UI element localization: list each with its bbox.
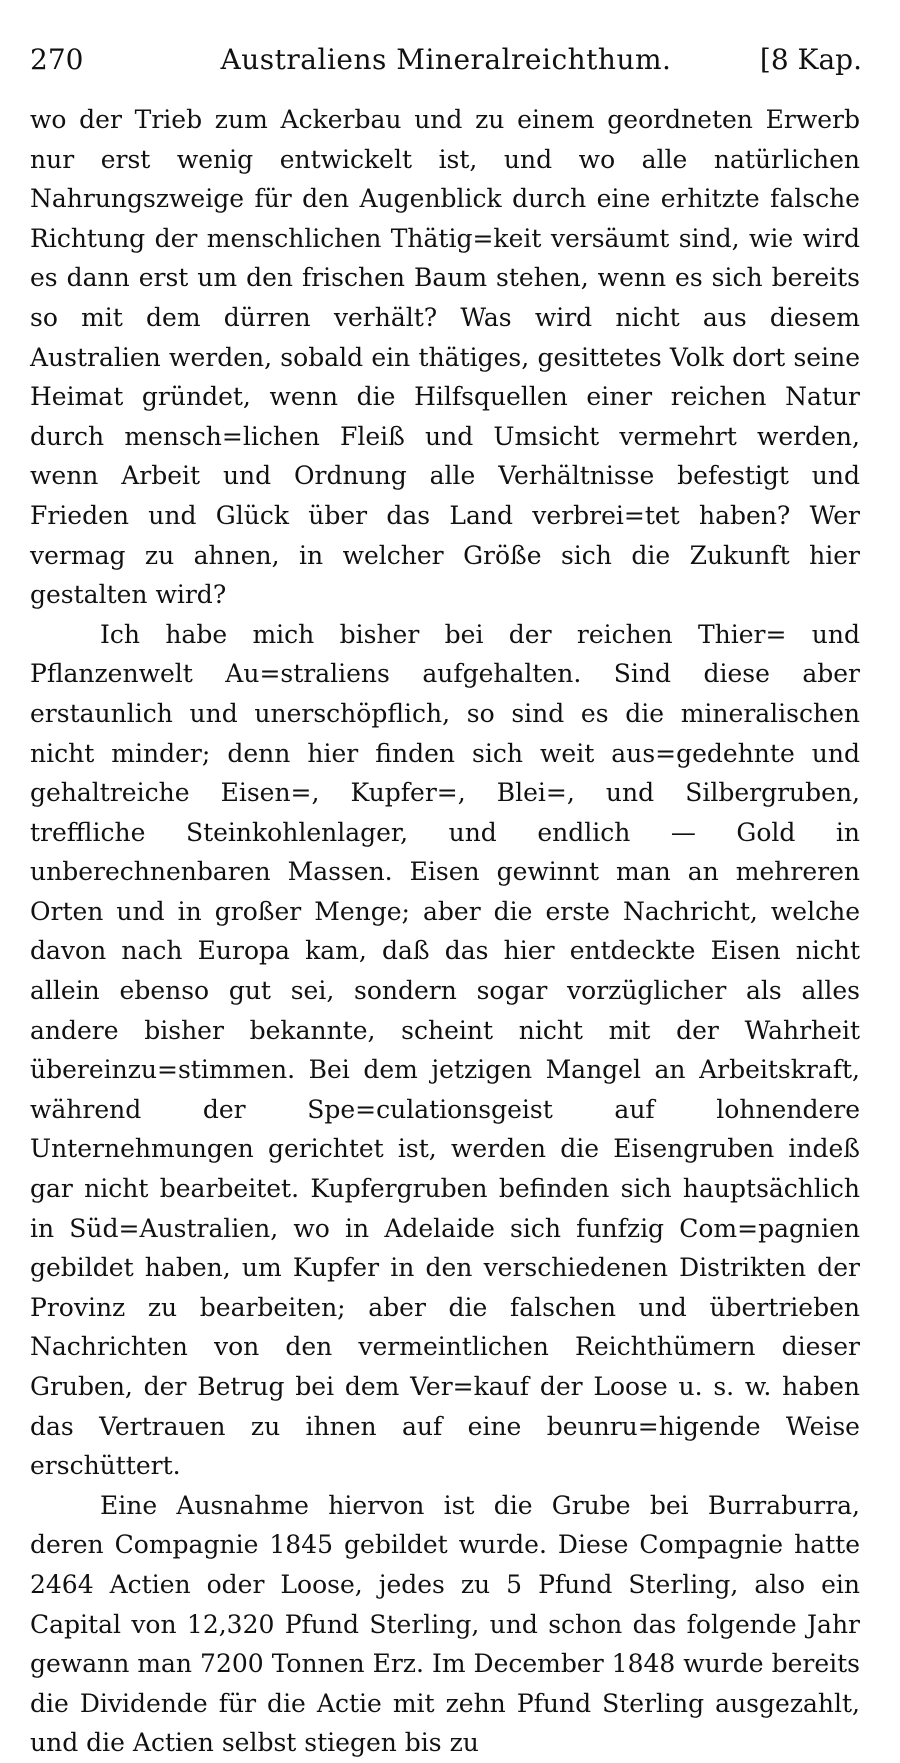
text-line: Augenblick durch eine erhitzte falsche Richtung der menschlichen Thätig= (30, 184, 860, 253)
text-line: gedehnte und gehaltreiche Eisen=, Kupfer=, Blei=, und Silbergruben, (30, 738, 860, 808)
text-line: Compagnie 1845 gebildet wurde. Diese Compagnie hatte 2464 Actien (30, 1530, 860, 1599)
body-text (30, 100, 860, 1763)
text-line: alle Verhältnisse befestigt und Frieden und Glück über das Land verbrei= (30, 461, 861, 530)
text-line: mit zehn Pfund Sterling ausgezahlt, und die Actien selbst stiegen bis zu (30, 1688, 860, 1758)
text-line: Provinz zu bearbeiten; aber die falschen und übertrieben Nachrichten von (30, 1292, 860, 1362)
text-line: Eine Ausnahme hiervon ist die Grube bei Burraburra, deren (30, 1490, 860, 1560)
text-line: aber die erste Nachricht, welche davon nach Europa kam, daß das hier (30, 896, 860, 966)
text-line: wenig entwickelt ist, und wo alle natürlichen Nahrungszweige für den (30, 144, 860, 214)
text-line: stimmen. Bei dem jetzigen Mangel an Arbeitskraft, während der Spe= (30, 1055, 860, 1124)
text-line: culationsgeist auf lohnendere Unternehmungen gerichtet ist, werden die (30, 1094, 860, 1164)
paragraph-3 (30, 1486, 860, 1763)
text-line: Massen. Eisen gewinnt man an mehreren Orten und in großer Menge; (30, 857, 860, 926)
text-line: keit versäumt sind, wie wird es dann erst um den frischen Baum stehen, (30, 223, 860, 293)
running-header (30, 40, 862, 80)
text-line: alles andere bisher bekannte, scheint nicht mit der Wahrheit übereinzu= (30, 976, 860, 1085)
text-line: Eisengruben indeß gar nicht bearbeitet. Kupfergruben befinden sich (30, 1134, 860, 1204)
text-line: sind es die mineralischen nicht minder; denn hier finden sich weit aus= (30, 698, 860, 768)
page-number: 270 (30, 43, 84, 76)
paragraph-2 (30, 615, 860, 1486)
text-line: oder Loose, jedes zu 5 Pfund Sterling, also ein Capital von 12,320 Pfund (30, 1569, 860, 1639)
text-line: hier gestalten wird? (30, 540, 860, 610)
text-line: entdeckte Eisen nicht allein ebenso gut sei, sondern sogar vorzüglicher als (30, 936, 861, 1006)
chapter-reference: [8 Kap. (759, 43, 862, 76)
text-line: den vermeintlichen Reichthümern dieser Gruben, der Betrug bei dem Ver= (30, 1332, 860, 1401)
text-line: straliens aufgehalten. Sind diese aber erstaunlich und unerschöpflich, so (30, 659, 860, 728)
text-line: Sterling, und schon das folgende Jahr gewann man 7200 Tonnen (30, 1609, 860, 1679)
text-line: wenn es sich bereits so mit dem dürren verhält? Was wird nicht aus (30, 263, 860, 332)
running-title: Australiens Mineralreichthum. (220, 43, 672, 76)
text-line: hauptsächlich in Süd=Australien, wo in Adelaide sich funfzig Com= (30, 1174, 860, 1243)
text-line: wo der Trieb zum Ackerbau und zu einem geordneten Erwerb nur erst (30, 105, 860, 174)
text-line: lichen Fleiß und Umsicht vermehrt werden, wenn Arbeit und Ordnung (30, 421, 860, 491)
text-line: treffliche Steinkohlenlager, und endlich — Gold in unberechnenbaren (30, 817, 860, 887)
text-line: tet haben? Wer vermag zu ahnen, in welcher Größe sich die Zukunft (30, 500, 860, 570)
text-line: diesem Australien werden, sobald ein thätiges, gesittetes Volk dort seine (30, 302, 860, 372)
text-line: Erz. Im December 1848 wurde bereits die Dividende für die Actie (30, 1649, 860, 1718)
text-line: kauf der Loose u. s. w. haben das Vertrauen zu ihnen auf eine beunru= (30, 1372, 860, 1441)
paragraph-1 (30, 100, 860, 615)
text-line: higende Weise erschüttert. (30, 1411, 860, 1481)
text-line: Heimat gründet, wenn die Hilfsquellen einer reichen Natur durch mensch= (30, 382, 860, 451)
text-line: pagnien gebildet haben, um Kupfer in den verschiedenen Distrikten der (30, 1213, 860, 1283)
text-line: Ich habe mich bisher bei der reichen Thier= und Pflanzenwelt Au= (30, 619, 860, 689)
